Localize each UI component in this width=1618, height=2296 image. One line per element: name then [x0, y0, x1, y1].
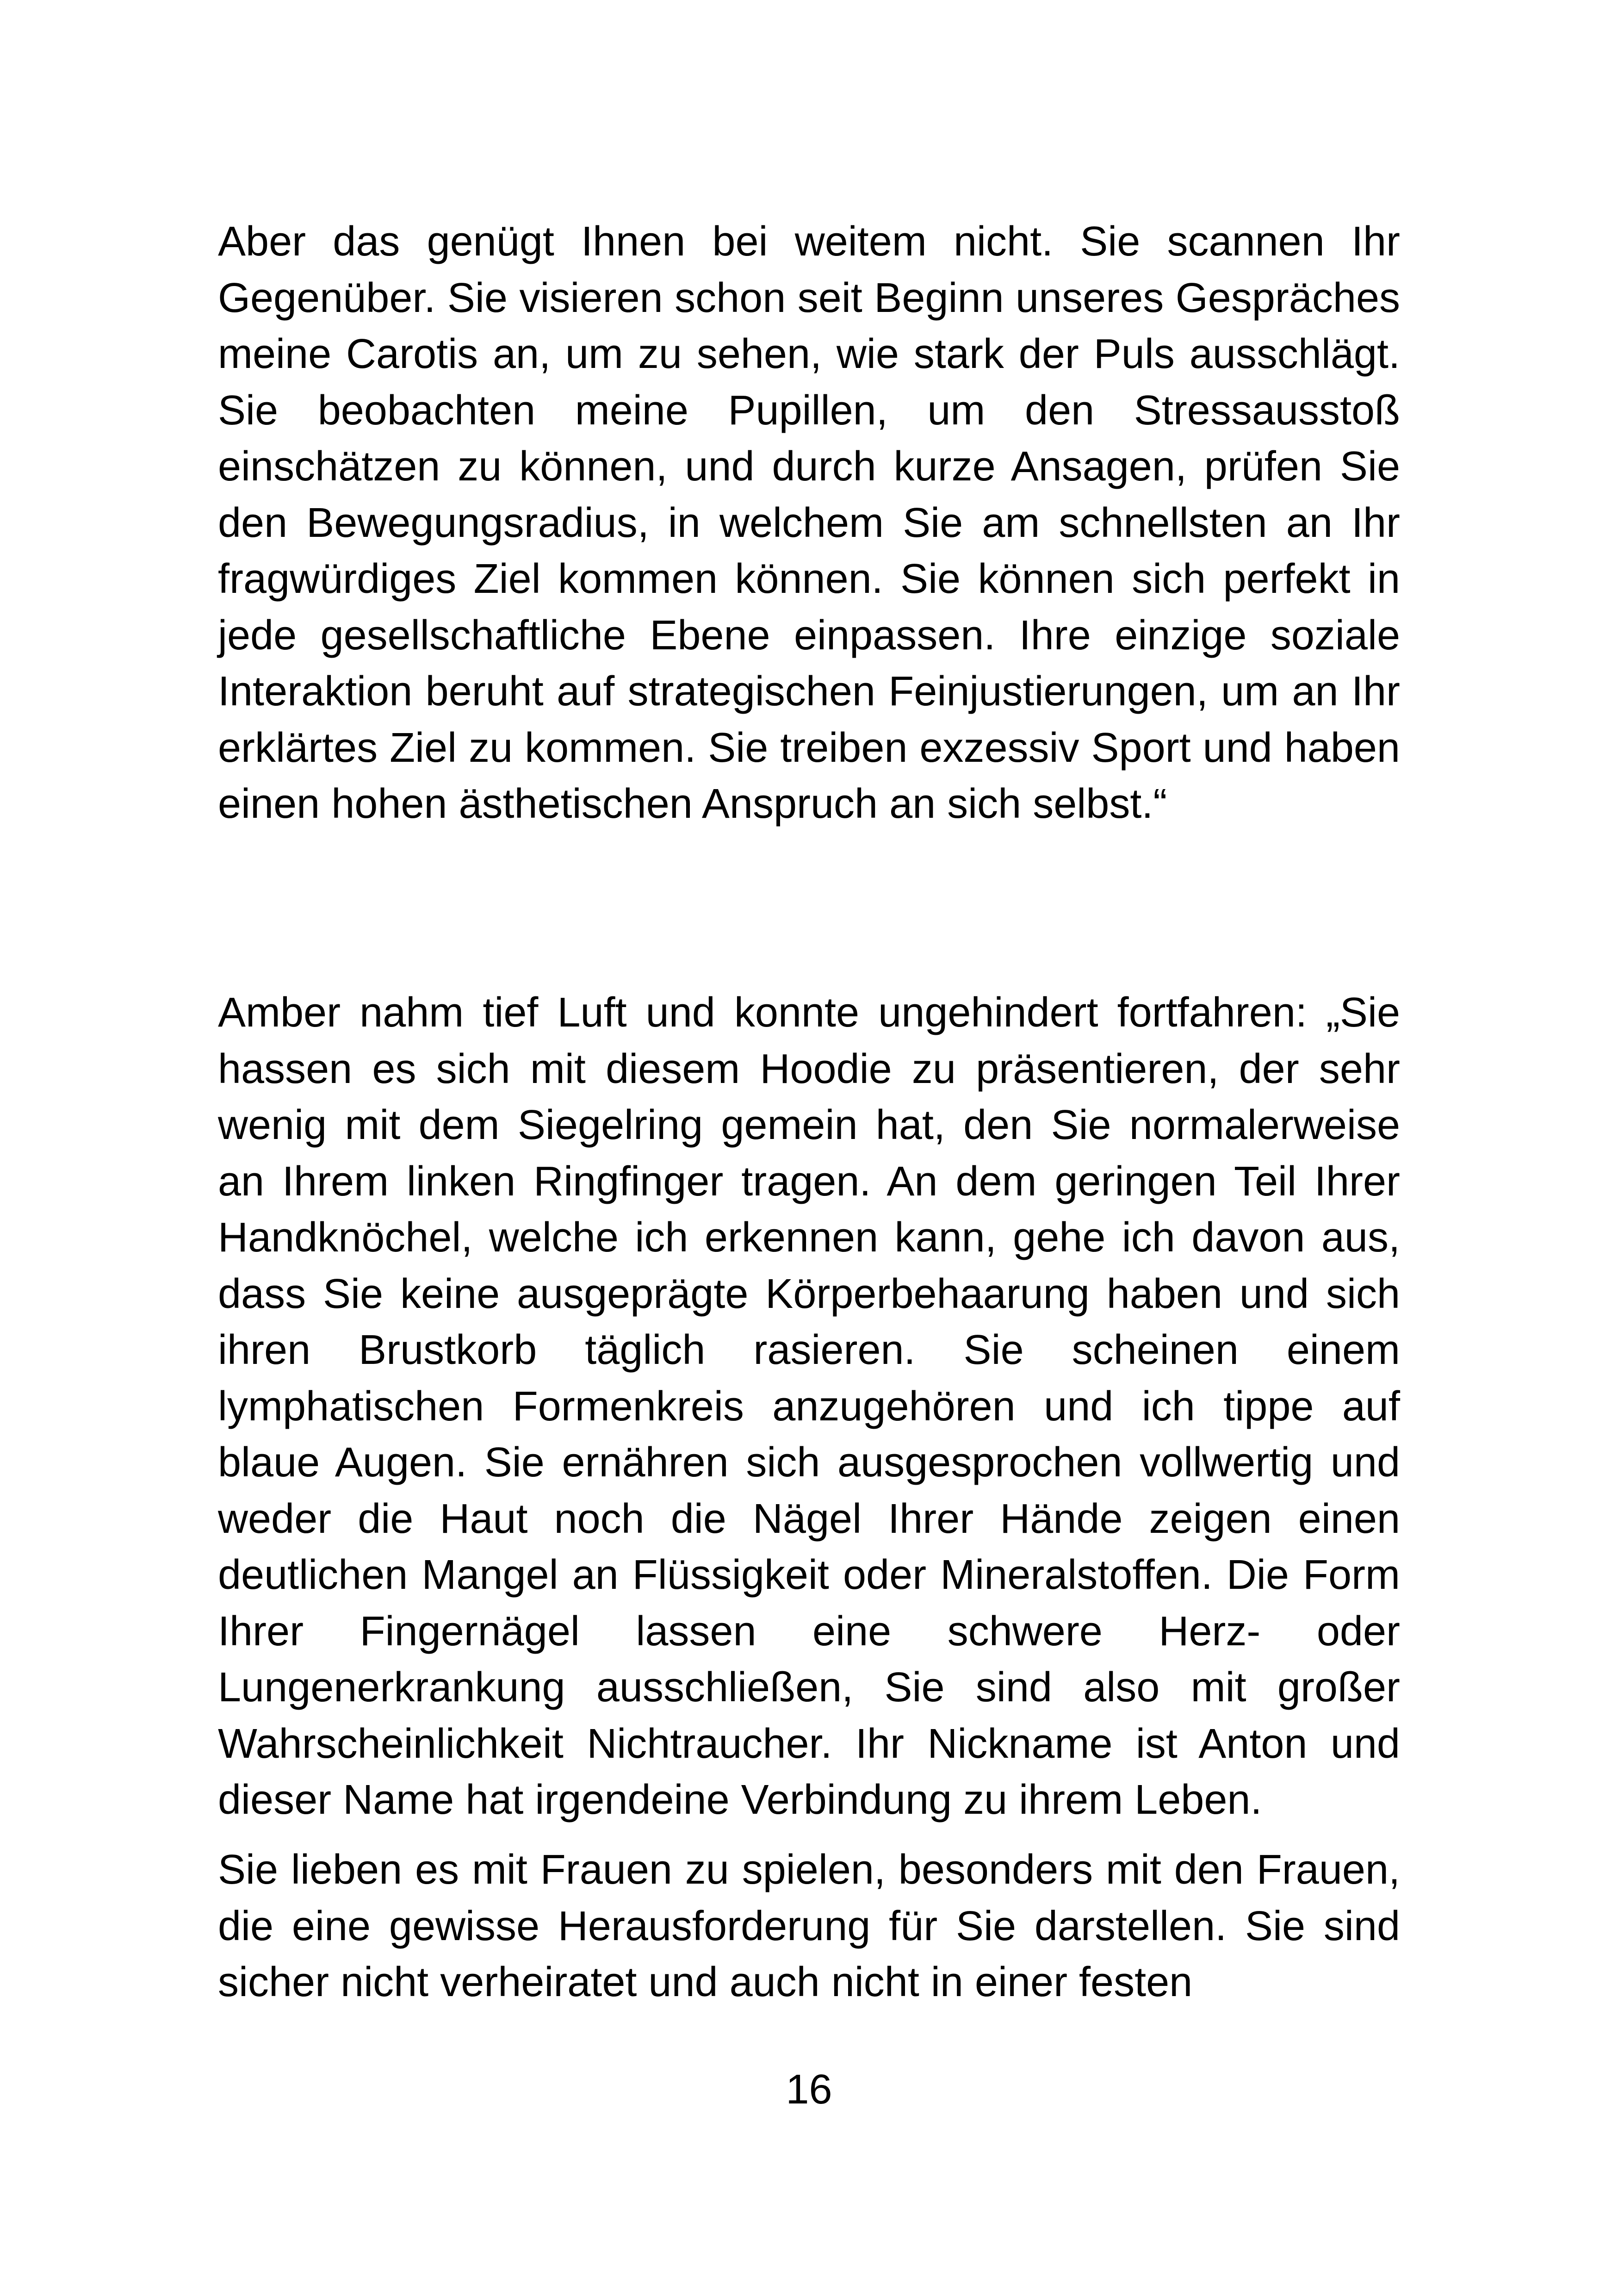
paragraph: Amber nahm tief Luft und konnte ungehindert fortfahren: „Sie hassen es sich mit diesem Hoodie zu präsentieren, der sehr wenig mit dem Siegelring gemein hat, den Sie normalerweise an Ihrem linken Ringfinger tragen. An dem geringen Teil Ihrer Handknöchel, welche ich erkennen kann, gehe ich davon aus, dass Sie keine ausgeprägte Körperbehaarung haben und sich ihren Brustkorb täglich rasieren. Sie scheinen einem lymphatischen Formenkreis anzugehören und ich tippe auf blaue Augen. Sie ernähren sich ausgesprochen vollwertig und weder die Haut noch die Nägel Ihrer Hände zeigen einen deutlichen Mangel an Flüssigkeit oder Mineralstoffen. Die Form Ihrer Fingernägel lassen eine schwere Herz- oder Lungenerkrankung ausschließen, Sie sind also mit großer Wahrscheinlichkeit Nichtraucher. Ihr Nickname ist Anton und dieser Name hat irgendeine Verbindung zu ihrem Leben.: [218, 989, 1400, 1823]
page-number: 16: [786, 2066, 832, 2113]
paragraph: Aber das genügt Ihnen bei weitem nicht. Sie scannen Ihr Gegenüber. Sie visieren schon seit Beginn unseres Gespräches meine Carotis an, um zu sehen, wie stark der Puls ausschlägt. Sie beobachten meine Pupillen, um den Stressausstoß einschätzen zu können, und durch kurze Ansagen, prüfen Sie den Bewegungsradius, in welchem Sie am schnellsten an Ihr fragwürdiges Ziel kommen können. Sie können sich perfekt in jede gesellschaftliche Ebene einpassen. Ihre einzige soziale Interaktion beruht auf strategischen Feinjustierungen, um an Ihr erklärtes Ziel zu kommen. Sie treiben exzessiv Sport und haben einen hohen ästhetischen Anspruch an sich selbst.“: [218, 218, 1400, 827]
paragraph: Sie lieben es mit Frauen zu spielen, besonders mit den Frauen, die eine gewisse Herausforderung für Sie darstellen. Sie sind sicher nicht verheiratet und auch nicht in einer festen: [218, 1847, 1400, 2005]
